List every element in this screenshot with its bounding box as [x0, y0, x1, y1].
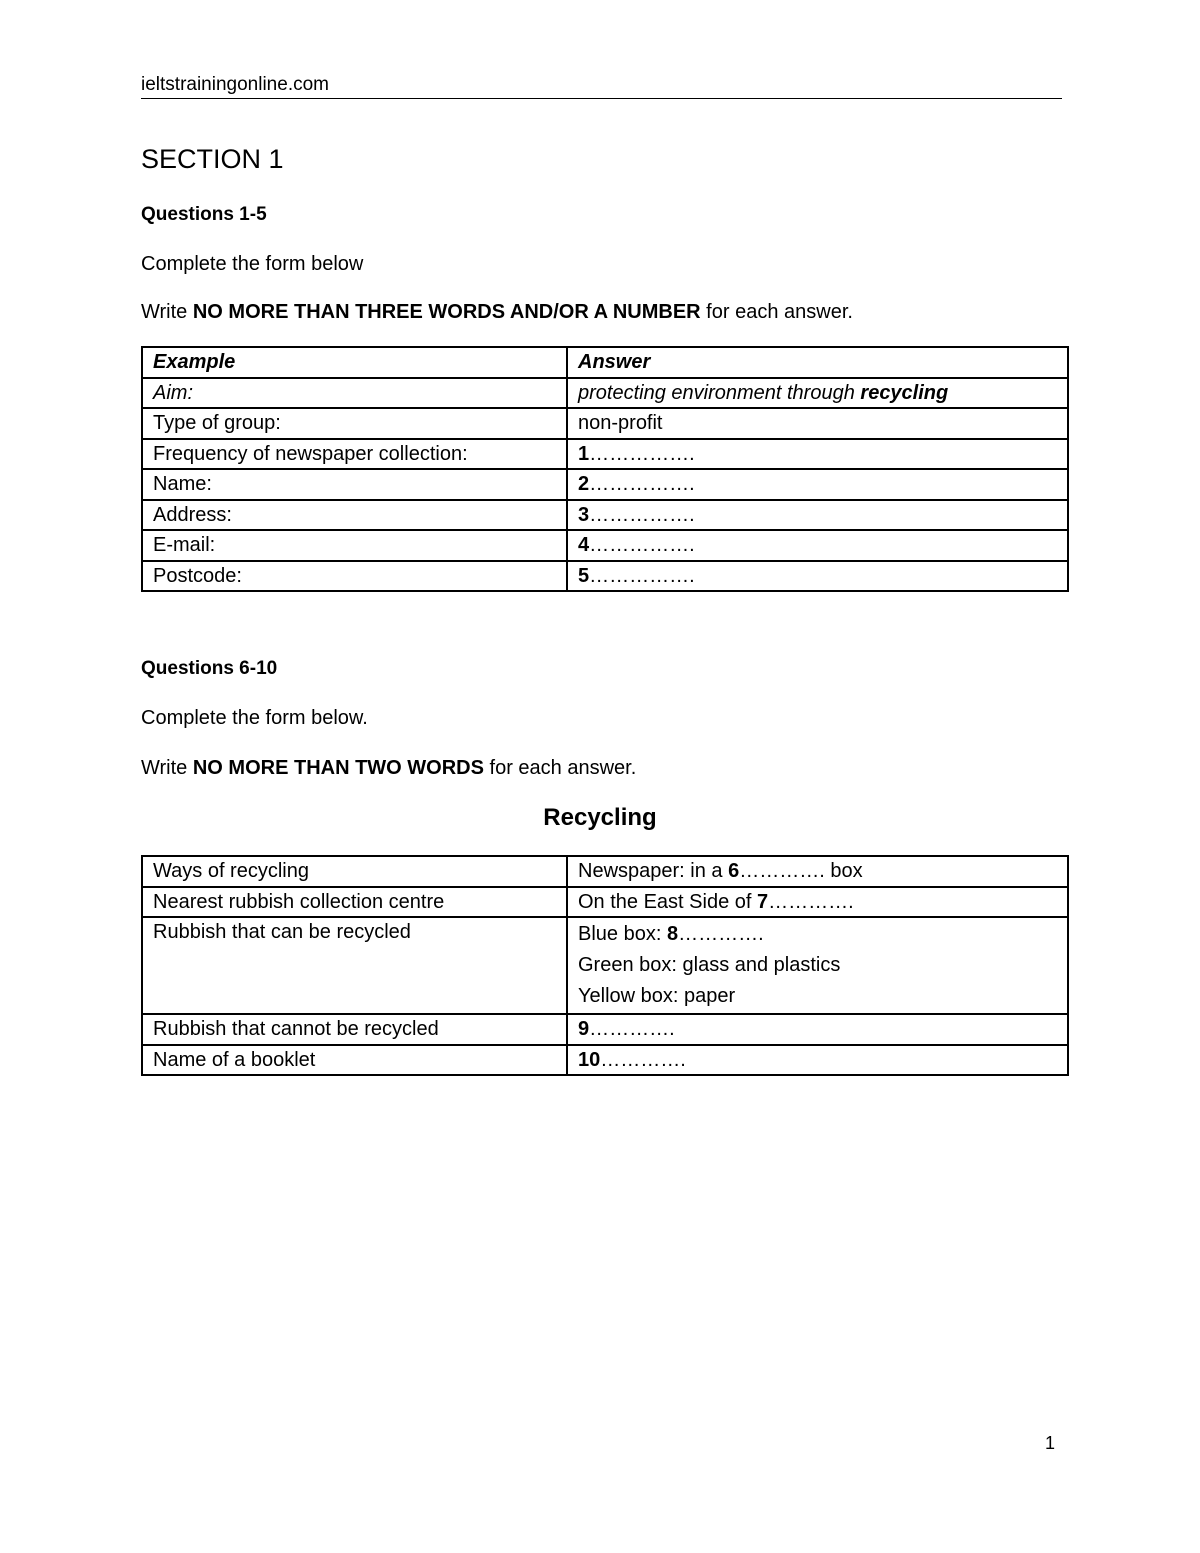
aim-label: Aim: [142, 378, 567, 409]
question-number: 8 [666, 923, 679, 945]
table-row [142, 561, 1068, 592]
example-header: Example [142, 347, 567, 378]
row-label: Rubbish that cannot be recycled [142, 1014, 567, 1045]
question-number: 1 [578, 442, 590, 465]
questions-6-10-word-limit [141, 757, 636, 780]
answer-blank-9 [567, 1014, 1068, 1045]
blank-dots: …………. [600, 1048, 686, 1071]
question-number: 2 [578, 473, 590, 495]
question-number: 5 [578, 564, 590, 587]
table-row [142, 917, 1068, 1014]
table-row [142, 856, 1068, 887]
aim-value [567, 378, 1068, 409]
row-label: Frequency of newspaper collection: [142, 439, 567, 470]
table-row [142, 500, 1068, 531]
limit-prefix: Write [141, 301, 193, 323]
limit-suffix: for each answer. [483, 757, 637, 779]
answer-prefix: Newspaper: in a [578, 860, 729, 882]
header-divider [141, 98, 1062, 99]
row-label: Postcode: [142, 561, 567, 592]
limit-bold: NO MORE THAN TWO WORDS [192, 757, 484, 779]
blank-dots: …………. [768, 890, 854, 913]
answer-suffix: box [824, 860, 863, 882]
table-header-row [142, 347, 1068, 378]
blank-dots: …………. [739, 860, 825, 882]
site-name: ieltstrainingonline.com [141, 74, 329, 95]
row-label: E-mail: [142, 530, 567, 561]
row-label: Ways of recycling [142, 856, 567, 887]
answer-header: Answer [567, 347, 1068, 378]
blue-box-line [578, 919, 1067, 950]
question-number: 4 [578, 534, 590, 556]
table-row [142, 439, 1068, 470]
row-value: non-profit [567, 408, 1068, 439]
row-label: Rubbish that can be recycled [142, 917, 567, 1014]
row-label: Name: [142, 469, 567, 500]
aim-bold: recycling [860, 381, 949, 404]
questions-1-5-heading: Questions 1-5 [141, 204, 267, 225]
limit-prefix: Write [141, 757, 193, 779]
table-row [142, 408, 1068, 439]
row-label: Address: [142, 500, 567, 531]
table-row [142, 530, 1068, 561]
blank-dots: ……………. [589, 503, 695, 526]
answer-blank-3 [567, 500, 1068, 531]
question-number: 7 [757, 890, 769, 913]
questions-1-5-word-limit [141, 301, 853, 324]
question-number: 6 [728, 860, 740, 882]
answer-blank-7 [567, 887, 1068, 918]
question-number: 10 [578, 1048, 601, 1071]
answer-blank-5 [567, 561, 1068, 592]
answer-blank-6 [567, 856, 1068, 887]
questions-6-10-instruction: Complete the form below. [141, 707, 368, 729]
row-label: Nearest rubbish collection centre [142, 887, 567, 918]
table-row [142, 378, 1068, 409]
answer-blank-2 [567, 469, 1068, 500]
recyclable-answers [567, 917, 1068, 1014]
table-row [142, 1045, 1068, 1076]
questions-1-5-instruction: Complete the form below [141, 253, 364, 275]
answer-prefix: Blue box: [578, 923, 667, 945]
blank-dots: ……………. [589, 442, 695, 465]
blank-dots: ……………. [589, 534, 695, 556]
page-number: 1 [1045, 1433, 1056, 1453]
question-number: 9 [578, 1018, 590, 1040]
answer-blank-10 [567, 1045, 1068, 1076]
table-row [142, 887, 1068, 918]
row-label: Name of a booklet [142, 1045, 567, 1076]
recycling-title: Recycling [543, 804, 657, 831]
answer-blank-4 [567, 530, 1068, 561]
answer-prefix: On the East Side of [578, 890, 757, 913]
green-box-line: Green box: glass and plastics [578, 954, 841, 976]
row-label: Type of group: [142, 408, 567, 439]
section-title: SECTION 1 [141, 144, 284, 174]
blank-dots: ……………. [589, 473, 695, 495]
aim-text: protecting environment through [578, 381, 861, 404]
yellow-box-line: Yellow box: paper [578, 985, 736, 1007]
table-row [142, 1014, 1068, 1045]
form-table-1 [141, 346, 1069, 592]
answer-blank-1 [567, 439, 1068, 470]
table-row [142, 469, 1068, 500]
blank-dots: ……………. [589, 564, 695, 587]
form-table-2 [141, 855, 1069, 1076]
blank-dots: …………. [589, 1018, 675, 1040]
question-number: 3 [578, 503, 590, 526]
blank-dots: …………. [678, 923, 764, 945]
questions-6-10-heading: Questions 6-10 [141, 658, 278, 679]
limit-suffix: for each answer. [700, 301, 853, 323]
limit-bold: NO MORE THAN THREE WORDS AND/OR A NUMBER [192, 301, 701, 323]
